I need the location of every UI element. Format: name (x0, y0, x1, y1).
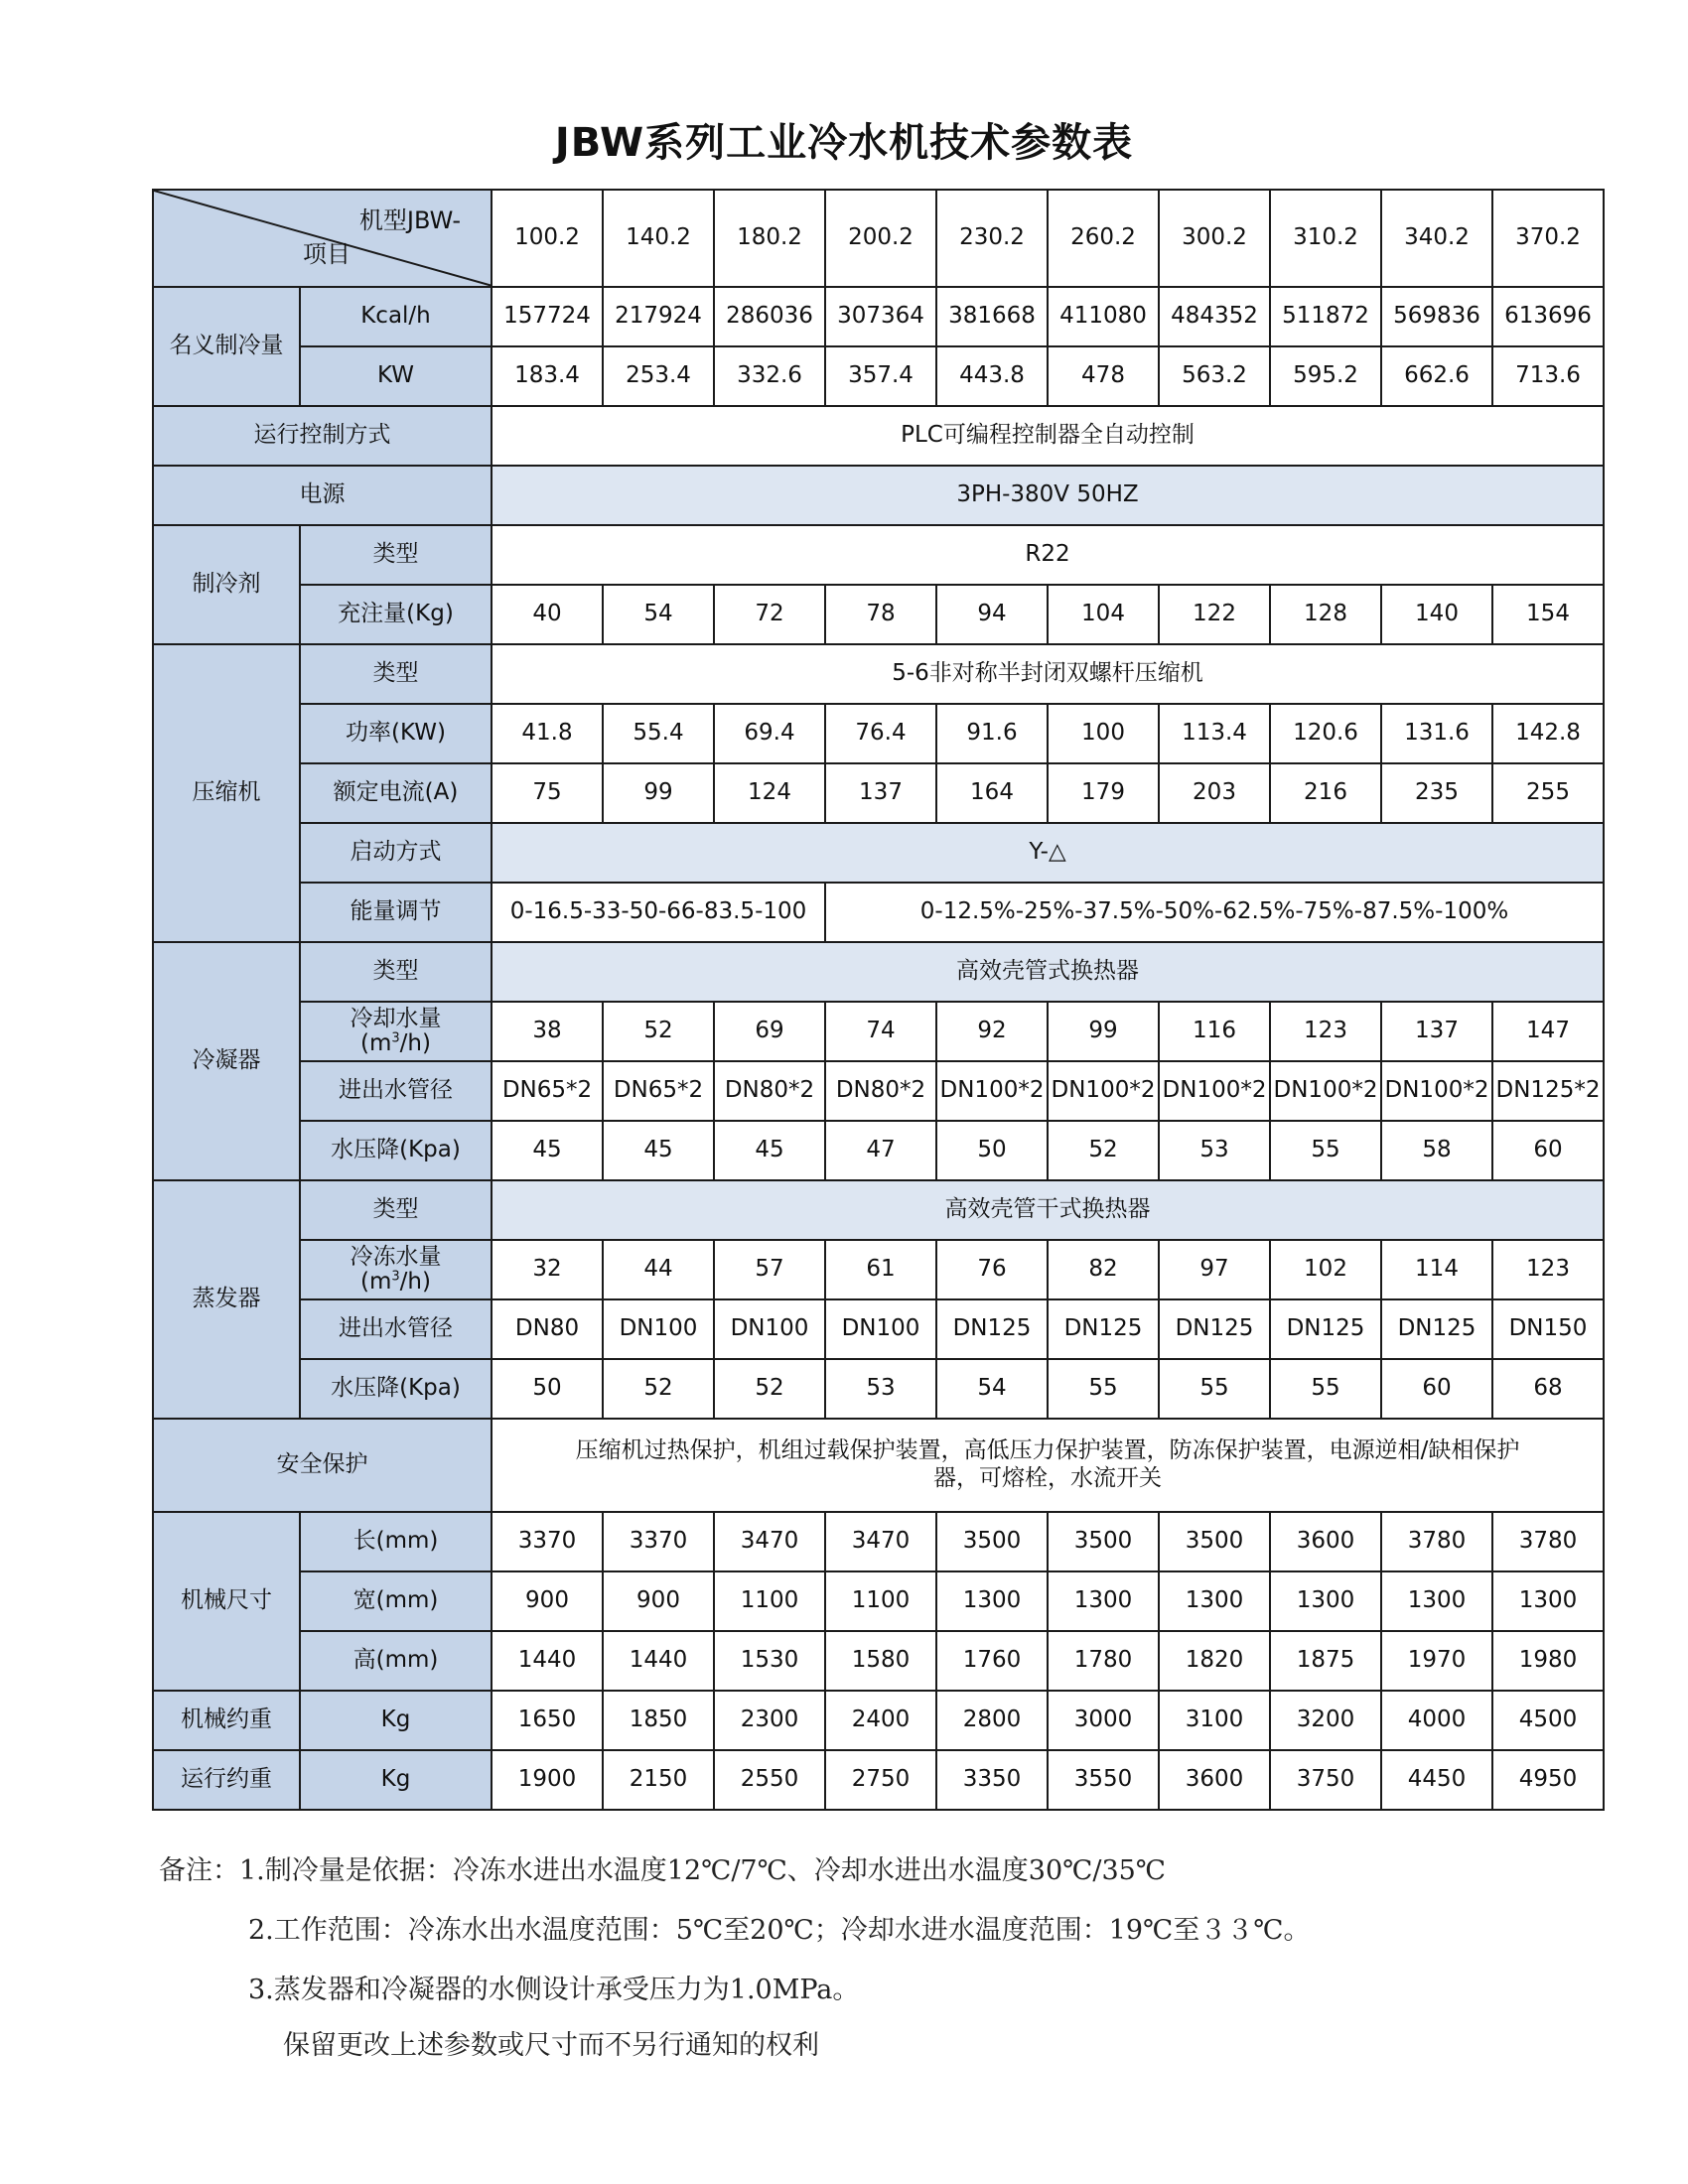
data-cell: 3550 (1048, 1750, 1159, 1810)
table-row (153, 823, 1604, 883)
data-cell: 99 (603, 763, 714, 823)
table-row (153, 1571, 1604, 1631)
data-cell: 1530 (714, 1631, 825, 1691)
data-cell: 4450 (1381, 1750, 1492, 1810)
data-cell: 216 (1270, 763, 1381, 823)
data-cell: 235 (1381, 763, 1492, 823)
data-cell: 1440 (492, 1631, 603, 1691)
data-cell: 53 (1159, 1121, 1270, 1180)
data-cell: 50 (936, 1121, 1048, 1180)
data-cell: 1300 (1381, 1571, 1492, 1631)
data-cell: 357.4 (825, 346, 936, 406)
data-cell: DN125 (936, 1299, 1048, 1359)
data-cell: 45 (492, 1121, 603, 1180)
data-cell: 55 (1159, 1359, 1270, 1419)
model-cell: 310.2 (1270, 190, 1381, 287)
evaporator-pipe-label: 进出水管径 (300, 1299, 492, 1359)
data-cell: 41.8 (492, 704, 603, 763)
height-label: 高(mm) (300, 1631, 492, 1691)
data-cell: 45 (603, 1121, 714, 1180)
machine-weight-label: 机械约重 (153, 1691, 300, 1750)
data-cell: 900 (492, 1571, 603, 1631)
operating-weight-unit: Kg (300, 1750, 492, 1810)
data-cell: 217924 (603, 287, 714, 346)
model-cell: 340.2 (1381, 190, 1492, 287)
table-row (153, 287, 1604, 346)
table-row (153, 704, 1604, 763)
start-method-label: 启动方式 (300, 823, 492, 883)
data-cell: 3370 (603, 1512, 714, 1571)
data-cell: 662.6 (1381, 346, 1492, 406)
data-cell: 124 (714, 763, 825, 823)
data-cell: 203 (1159, 763, 1270, 823)
table-row (153, 1061, 1604, 1121)
data-cell: 60 (1381, 1359, 1492, 1419)
data-cell: DN65*2 (603, 1061, 714, 1121)
data-cell: DN80 (492, 1299, 603, 1359)
data-cell: 55.4 (603, 704, 714, 763)
power-supply-value: 3PH-380V 50HZ (492, 466, 1604, 525)
table-row (153, 763, 1604, 823)
data-cell: 183.4 (492, 346, 603, 406)
data-cell: 1440 (603, 1631, 714, 1691)
data-cell: 113.4 (1159, 704, 1270, 763)
table-row (153, 346, 1604, 406)
refrigerant-type-label: 类型 (300, 525, 492, 585)
data-cell: 147 (1492, 1002, 1604, 1061)
data-cell: 900 (603, 1571, 714, 1631)
data-cell: 443.8 (936, 346, 1048, 406)
model-cell: 230.2 (936, 190, 1048, 287)
data-cell: 478 (1048, 346, 1159, 406)
data-cell: 1580 (825, 1631, 936, 1691)
data-cell: DN100*2 (1381, 1061, 1492, 1121)
data-cell: 157724 (492, 287, 603, 346)
data-cell: 1970 (1381, 1631, 1492, 1691)
data-cell: 569836 (1381, 287, 1492, 346)
data-cell: 32 (492, 1240, 603, 1299)
data-cell: 484352 (1159, 287, 1270, 346)
data-cell: 4950 (1492, 1750, 1604, 1810)
data-cell: DN125 (1048, 1299, 1159, 1359)
data-cell: 3000 (1048, 1691, 1159, 1750)
model-cell: 200.2 (825, 190, 936, 287)
table-row (153, 525, 1604, 585)
data-cell: 1300 (936, 1571, 1048, 1631)
data-cell: 1760 (936, 1631, 1048, 1691)
data-cell: DN125*2 (1492, 1061, 1604, 1121)
data-cell: 3350 (936, 1750, 1048, 1810)
data-cell: 411080 (1048, 287, 1159, 346)
data-cell: 75 (492, 763, 603, 823)
refrigerant-type-value: R22 (492, 525, 1604, 585)
data-cell: 3100 (1159, 1691, 1270, 1750)
data-cell: 2800 (936, 1691, 1048, 1750)
data-cell: 54 (603, 585, 714, 644)
length-label: 长(mm) (300, 1512, 492, 1571)
kw-unit-label: KW (300, 346, 492, 406)
data-cell: 45 (714, 1121, 825, 1180)
compressor-type-value: 5-6非对称半封闭双螺杆压缩机 (492, 644, 1604, 704)
condenser-label: 冷凝器 (153, 942, 300, 1180)
model-cell: 180.2 (714, 190, 825, 287)
data-cell: DN125 (1159, 1299, 1270, 1359)
table-row (153, 1121, 1604, 1180)
data-cell: 3500 (936, 1512, 1048, 1571)
note-line: 备注：1.制冷量是依据：冷冻水进出水温度12℃/7℃、冷却水进出水温度30℃/35℃ (159, 1855, 1167, 1886)
data-cell: 1650 (492, 1691, 603, 1750)
data-cell: 1300 (1159, 1571, 1270, 1631)
data-cell: 52 (714, 1359, 825, 1419)
data-cell: 286036 (714, 287, 825, 346)
data-cell: 47 (825, 1121, 936, 1180)
data-cell: 55 (1270, 1121, 1381, 1180)
dimensions-label: 机械尺寸 (153, 1512, 300, 1691)
data-cell: 595.2 (1270, 346, 1381, 406)
data-cell: 1100 (825, 1571, 936, 1631)
data-cell: 52 (603, 1359, 714, 1419)
data-cell: 122 (1159, 585, 1270, 644)
table-row (153, 1750, 1604, 1810)
capacity-control-value-a: 0-16.5-33-50-66-83.5-100 (492, 883, 825, 942)
evaporator-type-label: 类型 (300, 1180, 492, 1240)
evaporator-type-value: 高效壳管干式换热器 (492, 1180, 1604, 1240)
table-row (153, 1240, 1604, 1299)
data-cell: 3500 (1048, 1512, 1159, 1571)
data-cell: 55 (1270, 1359, 1381, 1419)
data-cell: 69.4 (714, 704, 825, 763)
data-cell: 40 (492, 585, 603, 644)
start-method-value: Y-△ (492, 823, 1604, 883)
data-cell: 99 (1048, 1002, 1159, 1061)
model-cell: 260.2 (1048, 190, 1159, 287)
note-line: 3.蒸发器和冷凝器的水侧设计承受压力为1.0MPa。 (248, 1975, 860, 2005)
data-cell: DN80*2 (714, 1061, 825, 1121)
data-cell: 3600 (1159, 1750, 1270, 1810)
data-cell: 1820 (1159, 1631, 1270, 1691)
condenser-type-value: 高效壳管式换热器 (492, 942, 1604, 1002)
table-row (153, 1299, 1604, 1359)
data-cell: 69 (714, 1002, 825, 1061)
data-cell: DN80*2 (825, 1061, 936, 1121)
data-cell: 92 (936, 1002, 1048, 1061)
data-cell: DN100*2 (936, 1061, 1048, 1121)
control-mode-label: 运行控制方式 (153, 406, 492, 466)
data-cell: 2150 (603, 1750, 714, 1810)
data-cell: 2300 (714, 1691, 825, 1750)
data-cell: 511872 (1270, 287, 1381, 346)
capacity-control-value-b: 0-12.5%-25%-37.5%-50%-62.5%-75%-87.5%-100% (825, 883, 1604, 942)
data-cell: DN100*2 (1048, 1061, 1159, 1121)
model-cell: 370.2 (1492, 190, 1604, 287)
data-cell: 76.4 (825, 704, 936, 763)
data-cell: 2750 (825, 1750, 936, 1810)
data-cell: 713.6 (1492, 346, 1604, 406)
data-cell: 131.6 (1381, 704, 1492, 763)
data-cell: 3600 (1270, 1512, 1381, 1571)
data-cell: 154 (1492, 585, 1604, 644)
data-cell: 76 (936, 1240, 1048, 1299)
refrigerant-label: 制冷剂 (153, 525, 300, 644)
cooling-water-flow-label: 冷却水量 $(m^3/h)$ (300, 1002, 492, 1061)
data-cell: 4000 (1381, 1691, 1492, 1750)
data-cell: 307364 (825, 287, 936, 346)
compressor-current-label: 额定电流(A) (300, 763, 492, 823)
item-header-label: 项目 (303, 240, 351, 268)
data-cell: 38 (492, 1002, 603, 1061)
data-cell: 123 (1492, 1240, 1604, 1299)
width-label: 宽(mm) (300, 1571, 492, 1631)
table-row (153, 1512, 1604, 1571)
table-row (153, 1002, 1604, 1061)
table-row (153, 1691, 1604, 1750)
data-cell: 1900 (492, 1750, 603, 1810)
evaporator-pressure-drop-label: 水压降(Kpa) (300, 1359, 492, 1419)
data-cell: 94 (936, 585, 1048, 644)
table-row (153, 1180, 1604, 1240)
operating-weight-label: 运行约重 (153, 1750, 300, 1810)
data-cell: 52 (603, 1002, 714, 1061)
data-cell: 116 (1159, 1002, 1270, 1061)
data-cell: 114 (1381, 1240, 1492, 1299)
cooling-capacity-label: 名义制冷量 (153, 287, 300, 406)
data-cell: DN100*2 (1270, 1061, 1381, 1121)
safety-value: 压缩机过热保护，机组过载保护装置，高低压力保护装置，防冻保护装置，电源逆相/缺相保护 器，可熔栓，水流开关 (492, 1419, 1604, 1512)
diagonal-divider (154, 191, 492, 286)
data-cell: 100 (1048, 704, 1159, 763)
model-header-label: 机型JBW- (358, 206, 461, 234)
data-cell: 3750 (1270, 1750, 1381, 1810)
condenser-pipe-label: 进出水管径 (300, 1061, 492, 1121)
data-cell: 142.8 (1492, 704, 1604, 763)
model-cell: 300.2 (1159, 190, 1270, 287)
compressor-power-label: 功率(KW) (300, 704, 492, 763)
data-cell: DN100*2 (1159, 1061, 1270, 1121)
data-cell: 120.6 (1270, 704, 1381, 763)
data-cell: 563.2 (1159, 346, 1270, 406)
data-cell: 1780 (1048, 1631, 1159, 1691)
table-row (153, 406, 1604, 466)
data-cell: 53 (825, 1359, 936, 1419)
data-cell: 3780 (1492, 1512, 1604, 1571)
data-cell: 54 (936, 1359, 1048, 1419)
data-cell: 3470 (714, 1512, 825, 1571)
data-cell: 61 (825, 1240, 936, 1299)
table-row (153, 644, 1604, 704)
kcal-unit-label: Kcal/h (300, 287, 492, 346)
table-row (153, 942, 1604, 1002)
chilled-water-flow-label: 冷冻水量 $(m^3/h)$ (300, 1240, 492, 1299)
data-cell: 1850 (603, 1691, 714, 1750)
data-cell: 97 (1159, 1240, 1270, 1299)
data-cell: 55 (1048, 1359, 1159, 1419)
compressor-type-label: 类型 (300, 644, 492, 704)
refrigerant-charge-label: 充注量(Kg) (300, 585, 492, 644)
data-cell: 2400 (825, 1691, 936, 1750)
data-cell: 102 (1270, 1240, 1381, 1299)
data-cell: 82 (1048, 1240, 1159, 1299)
data-cell: 1300 (1270, 1571, 1381, 1631)
power-supply-label: 电源 (153, 466, 492, 525)
data-cell: DN100 (825, 1299, 936, 1359)
safety-label: 安全保护 (153, 1419, 492, 1512)
data-cell: 1875 (1270, 1631, 1381, 1691)
machine-weight-unit: Kg (300, 1691, 492, 1750)
data-cell: 68 (1492, 1359, 1604, 1419)
data-cell: DN125 (1381, 1299, 1492, 1359)
data-cell: 3500 (1159, 1512, 1270, 1571)
table-row (153, 466, 1604, 525)
data-cell: 72 (714, 585, 825, 644)
condenser-type-label: 类型 (300, 942, 492, 1002)
page-title: JBW系列工业冷水机技术参数表 (554, 120, 1134, 166)
data-cell: 381668 (936, 287, 1048, 346)
data-cell: 78 (825, 585, 936, 644)
data-cell: 74 (825, 1002, 936, 1061)
data-cell: 3780 (1381, 1512, 1492, 1571)
data-cell: 44 (603, 1240, 714, 1299)
data-cell: 91.6 (936, 704, 1048, 763)
table-row (153, 585, 1604, 644)
data-cell: 255 (1492, 763, 1604, 823)
note-line: 2.工作范围：冷冻水出水温度范围：5℃至20℃；冷却水进水温度范围：19℃至３３℃。 (248, 1915, 1311, 1946)
data-cell: 2550 (714, 1750, 825, 1810)
evaporator-label: 蒸发器 (153, 1180, 300, 1419)
data-cell: 104 (1048, 585, 1159, 644)
data-cell: DN150 (1492, 1299, 1604, 1359)
data-cell: 613696 (1492, 287, 1604, 346)
data-cell: 1300 (1492, 1571, 1604, 1631)
data-cell: 57 (714, 1240, 825, 1299)
condenser-pressure-drop-label: 水压降(Kpa) (300, 1121, 492, 1180)
data-cell: 140 (1381, 585, 1492, 644)
table-row (153, 1631, 1604, 1691)
table-row (153, 1419, 1604, 1512)
data-cell: 1980 (1492, 1631, 1604, 1691)
data-cell: DN100 (714, 1299, 825, 1359)
data-cell: 123 (1270, 1002, 1381, 1061)
data-cell: DN65*2 (492, 1061, 603, 1121)
data-cell: 253.4 (603, 346, 714, 406)
data-cell: 50 (492, 1359, 603, 1419)
data-cell: 179 (1048, 763, 1159, 823)
data-cell: 58 (1381, 1121, 1492, 1180)
header-corner-cell (153, 190, 492, 287)
model-cell: 100.2 (492, 190, 603, 287)
data-cell: 164 (936, 763, 1048, 823)
data-cell: 332.6 (714, 346, 825, 406)
data-cell: 52 (1048, 1121, 1159, 1180)
table-row (153, 883, 1604, 942)
data-cell: 137 (1381, 1002, 1492, 1061)
note-line: 保留更改上述参数或尺寸而不另行通知的权利 (283, 2030, 819, 2061)
data-cell: 1100 (714, 1571, 825, 1631)
model-cell: 140.2 (603, 190, 714, 287)
data-cell: 4500 (1492, 1691, 1604, 1750)
control-mode-value: PLC可编程控制器全自动控制 (492, 406, 1604, 466)
data-cell: 137 (825, 763, 936, 823)
table-row (153, 1359, 1604, 1419)
data-cell: 1300 (1048, 1571, 1159, 1631)
capacity-control-label: 能量调节 (300, 883, 492, 942)
data-cell: 3470 (825, 1512, 936, 1571)
data-cell: 128 (1270, 585, 1381, 644)
compressor-label: 压缩机 (153, 644, 300, 942)
spec-table (152, 189, 1605, 1811)
data-cell: DN100 (603, 1299, 714, 1359)
data-cell: 60 (1492, 1121, 1604, 1180)
header-row (153, 190, 1604, 287)
data-cell: 3370 (492, 1512, 603, 1571)
data-cell: 3200 (1270, 1691, 1381, 1750)
data-cell: DN125 (1270, 1299, 1381, 1359)
